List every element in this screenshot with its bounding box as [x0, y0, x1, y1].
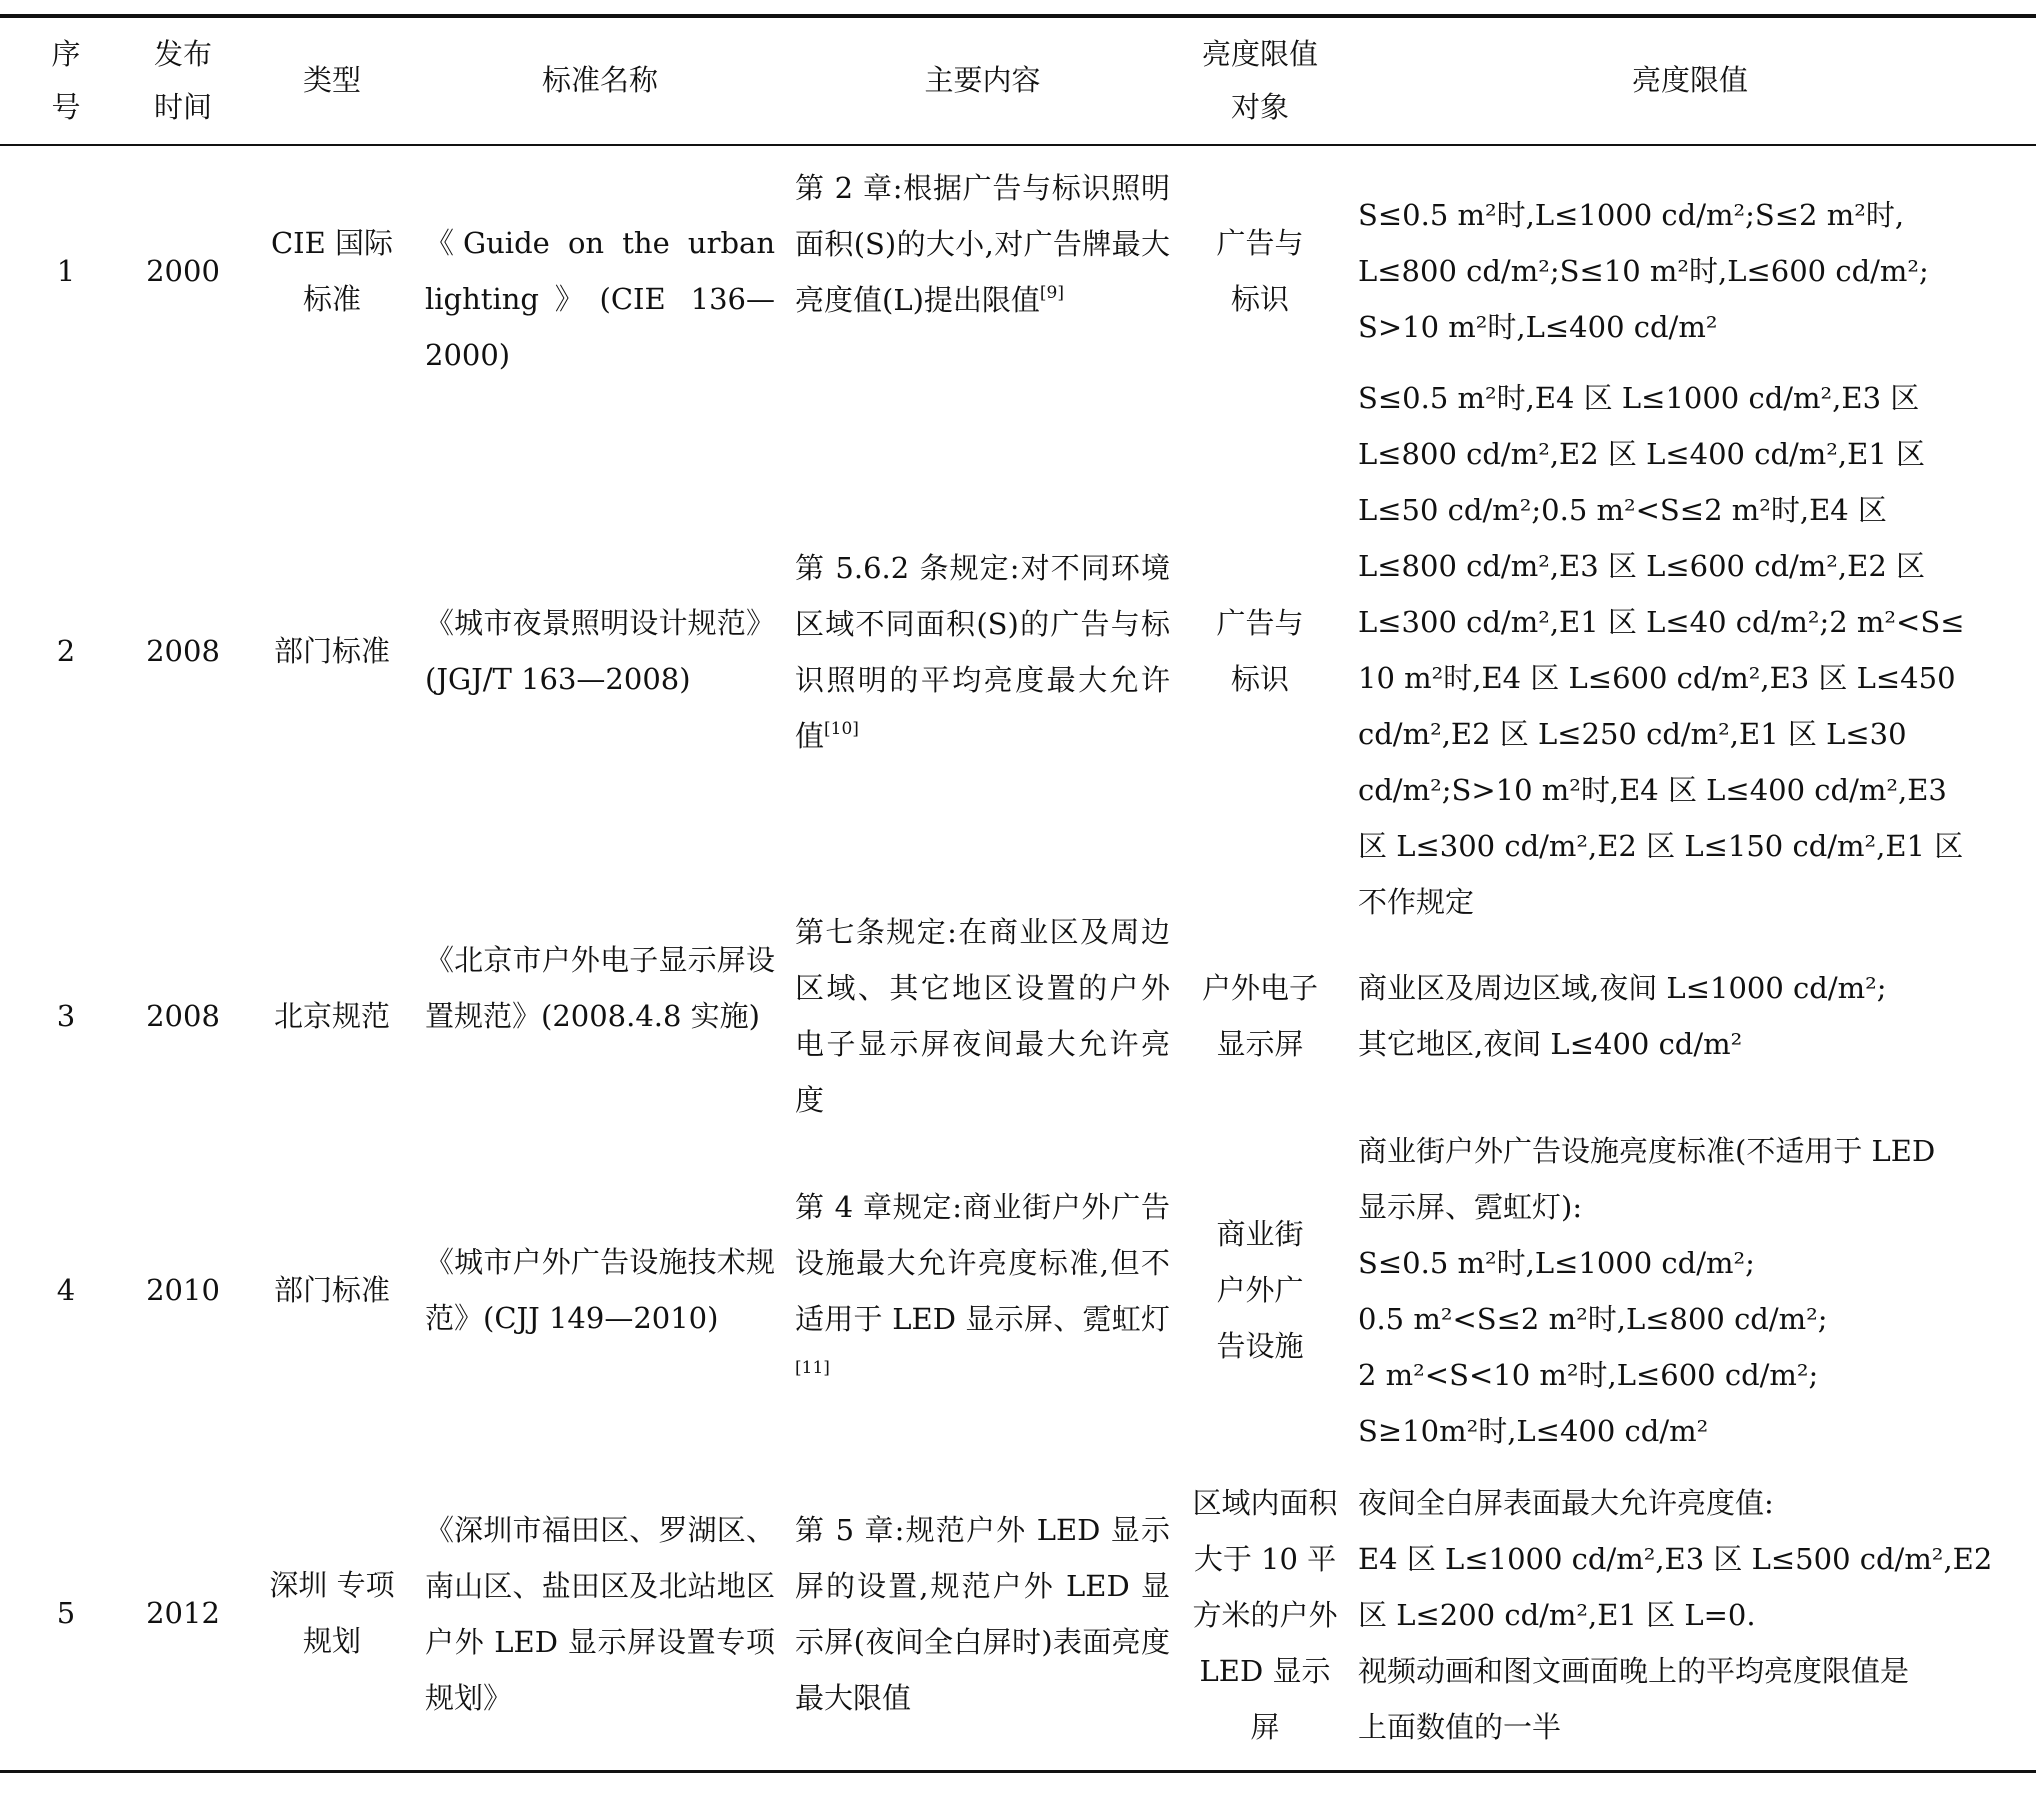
- header-date: 发布时间: [153, 37, 212, 124]
- row-no: 2: [56, 634, 76, 668]
- row-object: 广告与标识: [1216, 606, 1304, 696]
- row-no: 5: [56, 1596, 76, 1630]
- row-limit: [1358, 960, 2030, 1072]
- row-date: 2010: [146, 1273, 220, 1307]
- limit-line: 区 L≤200 cd/m²,E1 区 L=0.: [1358, 1598, 1756, 1632]
- row-content-text: 第 5.6.2 条规定:对不同环境区域不同面积(S)的广告与标识照明的平均亮度最大允许值: [795, 551, 1170, 753]
- row-no: 1: [56, 254, 76, 288]
- limit-line: 商业区及周边区域,夜间 L≤1000 cd/m²;: [1358, 971, 1887, 1005]
- row-type: 部门标准: [273, 1273, 390, 1307]
- limit-line: L≤800 cd/m²,E2 区 L≤400 cd/m²,E1 区: [1358, 437, 1925, 471]
- row-object: 区域内面积大于 10 平方米的户外 LED 显示屏: [1192, 1486, 1338, 1744]
- limit-line: cd/m²,E2 区 L≤250 cd/m²,E1 区 L≤30: [1358, 717, 1907, 751]
- limit-line: 视频动画和图文画面晚上的平均亮度限值是: [1358, 1654, 1910, 1688]
- limit-line: 商业街户外广告设施亮度标准(不适用于 LED: [1358, 1134, 1936, 1168]
- row-content: [795, 160, 1170, 328]
- table-bottom-rule: [0, 1770, 2036, 1773]
- row-limit: [1358, 187, 2030, 355]
- limit-line: S>10 m²时,L≤400 cd/m²: [1358, 310, 1718, 344]
- row-content: [795, 540, 1170, 764]
- row-type: 部门标准: [273, 634, 390, 668]
- row-date: 2008: [146, 999, 220, 1033]
- limit-line: E4 区 L≤1000 cd/m²,E3 区 L≤500 cd/m²,E2: [1358, 1542, 1993, 1576]
- table-top-rule: [0, 14, 2036, 18]
- row-limit: [1358, 1123, 2030, 1459]
- limit-line: 其它地区,夜间 L≤400 cd/m²: [1358, 1027, 1743, 1061]
- limit-line: L≤800 cd/m²,E3 区 L≤600 cd/m²,E2 区: [1358, 549, 1925, 583]
- row-content-text: 第 2 章:根据广告与标识照明面积(S)的大小,对广告牌最大亮度值(L)提出限值: [795, 171, 1170, 317]
- limit-line: 显示屏、霓虹灯):: [1358, 1190, 1583, 1224]
- row-name: 《Guide on the urban lighting》(CIE 136—2000): [425, 226, 775, 372]
- limit-line: 0.5 m²<S≤2 m²时,L≤800 cd/m²;: [1358, 1302, 1828, 1336]
- row-content-text: 第 4 章规定:商业街户外广告设施最大允许亮度标准,但不适用于 LED 显示屏、霓虹灯: [795, 1190, 1170, 1336]
- row-no: 3: [56, 999, 76, 1033]
- row-content: 第七条规定:在商业区及周边区域、其它地区设置的户外电子显示屏夜间最大允许亮度: [795, 915, 1170, 1117]
- limit-line: 2 m²<S<10 m²时,L≤600 cd/m²;: [1358, 1358, 1819, 1392]
- row-name: 《北京市户外电子显示屏设置规范》(2008.4.8 实施): [425, 943, 775, 1033]
- header-object: 亮度限值对象: [1201, 37, 1318, 124]
- row-limit: [1358, 370, 2030, 930]
- limit-line: S≤0.5 m²时,L≤1000 cd/m²;: [1358, 1246, 1755, 1280]
- limit-line: S≥10m²时,L≤400 cd/m²: [1358, 1414, 1709, 1448]
- limit-line: S≤0.5 m²时,E4 区 L≤1000 cd/m²,E3 区: [1358, 381, 1920, 415]
- header-name: 标准名称: [541, 63, 658, 97]
- row-type: 北京规范: [273, 999, 390, 1033]
- limit-line: L≤50 cd/m²;0.5 m²<S≤2 m²时,E4 区: [1358, 493, 1887, 527]
- row-name: 《深圳市福田区、罗湖区、南山区、盐田区及北站地区户外 LED 显示屏设置专项规划》: [425, 1513, 775, 1715]
- row-content: [795, 1179, 1170, 1403]
- row-name: 《城市户外广告设施技术规范》(CJJ 149—2010): [425, 1245, 775, 1335]
- row-limit: [1358, 1475, 2030, 1755]
- row-object: 户外电子显示屏: [1201, 971, 1318, 1061]
- row-name: 《城市夜景照明设计规范》(JGJ/T 163—2008): [425, 606, 775, 696]
- table-header-rule: [0, 144, 2036, 146]
- row-object: 商业街户外广告设施: [1216, 1217, 1304, 1363]
- limit-line: S≤0.5 m²时,L≤1000 cd/m²;S≤2 m²时,: [1358, 198, 1905, 232]
- header-limit: 亮度限值: [1631, 63, 1748, 97]
- citation-ref: [10]: [824, 719, 859, 739]
- limit-line: 上面数值的一半: [1358, 1710, 1562, 1744]
- row-content: 第 5 章:规范户外 LED 显示屏的设置,规范户外 LED 显示屏(夜间全白屏时)表面亮度最大限值: [795, 1513, 1170, 1715]
- citation-ref: [11]: [795, 1358, 830, 1378]
- header-content: 主要内容: [924, 63, 1041, 97]
- limit-line: L≤800 cd/m²;S≤10 m²时,L≤600 cd/m²;: [1358, 254, 1929, 288]
- limit-line: 区 L≤300 cd/m²,E2 区 L≤150 cd/m²,E1 区: [1358, 829, 1964, 863]
- row-date: 2008: [146, 634, 220, 668]
- header-no: 序号: [51, 37, 81, 124]
- row-date: 2000: [146, 254, 220, 288]
- limit-line: L≤300 cd/m²,E1 区 L≤40 cd/m²;2 m²<S≤: [1358, 605, 1965, 639]
- row-date: 2012: [146, 1596, 220, 1630]
- row-no: 4: [56, 1273, 76, 1307]
- limit-line: cd/m²;S>10 m²时,E4 区 L≤400 cd/m²,E3: [1358, 773, 1947, 807]
- limit-line: 10 m²时,E4 区 L≤600 cd/m²,E3 区 L≤450: [1358, 661, 1956, 695]
- limit-line: 不作规定: [1358, 885, 1475, 919]
- row-object: 广告与标识: [1216, 226, 1304, 316]
- row-type: 深圳 专项规划: [269, 1568, 395, 1658]
- row-type: CIE 国际标准: [270, 226, 394, 316]
- citation-ref: [9]: [1039, 283, 1064, 303]
- header-type: 类型: [302, 63, 361, 97]
- limit-line: 夜间全白屏表面最大允许亮度值:: [1358, 1486, 1774, 1520]
